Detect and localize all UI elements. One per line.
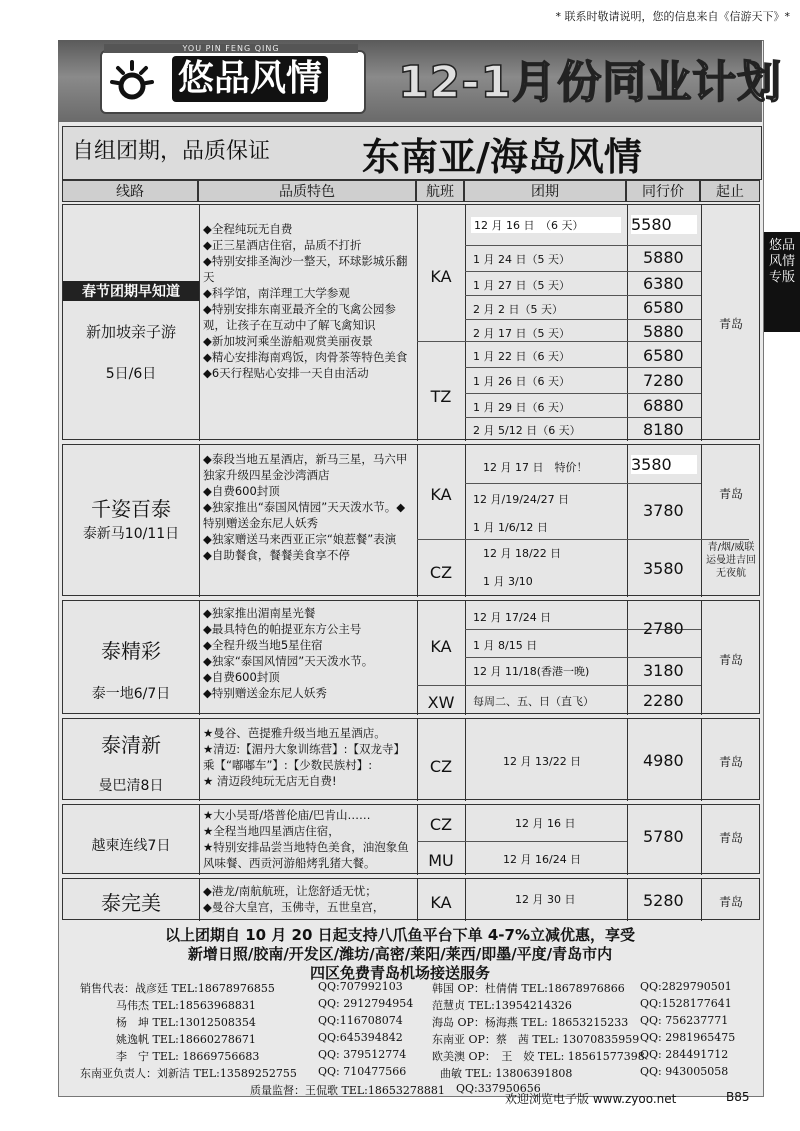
col-route: 线路 [62, 180, 198, 202]
route-days: 曼巴清8日 [98, 778, 164, 794]
price: 3580 [643, 559, 684, 578]
flight: CZ [429, 563, 453, 582]
col-price: 同行价 [626, 180, 700, 202]
route-name: 泰精彩 [101, 639, 161, 663]
city: 青岛 [718, 895, 743, 909]
city: 青岛 [718, 487, 743, 501]
bottom-bar: 欢迎浏览电子版 www.zyoo.net [505, 1092, 677, 1106]
city: 青岛 [718, 831, 743, 845]
price: 5580 [631, 215, 697, 234]
price: 3580 [631, 455, 697, 474]
city: 青岛 [718, 755, 743, 769]
col-dates: 团期 [464, 180, 626, 202]
route-days: 泰新马10/11日 [82, 526, 180, 542]
price: 7280 [643, 371, 684, 390]
flight: KA [430, 267, 452, 286]
price: 2280 [643, 691, 684, 710]
side-tab: 悠品风情专版 [764, 232, 800, 332]
date: 2 月 17 日（5 天） [473, 327, 570, 340]
city: 青岛 [718, 317, 743, 331]
date: 12 月 17/24 日 [473, 611, 552, 624]
price: 5880 [643, 322, 684, 341]
date: 1 月 29 日（6 天） [473, 401, 570, 414]
route-name: 越柬连线7日 [91, 838, 171, 854]
contact-cell: 姚逸帆 TEL:18660278671 [116, 1033, 256, 1046]
contact-cell: QQ:116708074 [318, 1014, 403, 1027]
flight: KA [430, 637, 452, 656]
contact-cell: QQ:337950656 [456, 1082, 541, 1095]
date: 1 月 26 日（6 天） [473, 375, 570, 388]
price: 5880 [643, 248, 684, 267]
features: ★大小吴哥/塔普伦庙/巴肯山…… ★全程当地四星酒店住宿， ★特别安排品尝当地特色美食，油泡象鱼风味餐、西贡河游船烤乳猪大餐。 [203, 808, 409, 870]
route-days: 泰一地6/7日 [91, 686, 171, 702]
features: ◆泰段当地五星酒店，新马三星，马六甲独家升级四星金沙湾酒店 ◆自费600封顶 ◆独家推出“泰国风情园”天天泼水节。◆特别赠送金东尼人妖秀 ◆独家赠送马来西亚正宗“娘惹餐”表演 ◆自助餐食，餐餐美食享不停 [203, 452, 408, 562]
date: 1 月 22 日（6 天） [473, 350, 570, 363]
contact-cell: 杨 坤 TEL:13012508354 [116, 1016, 256, 1029]
slogan: 自组团期，品质保证 [72, 139, 271, 164]
sun-logo-icon [110, 58, 158, 104]
route-name: 泰完美 [101, 891, 161, 915]
contact-cell: 东南亚负责人：刘新洁 TEL:13589252755 [80, 1067, 297, 1080]
contact-cell: 曲敏 TEL: 13806391808 [440, 1067, 573, 1080]
contact-cell: 韩国 OP：杜倩倩 TEL:18678976866 [432, 982, 625, 995]
price: 6580 [643, 346, 684, 365]
price: 5280 [643, 891, 684, 910]
footer-line-1: 以上团期自 10 月 20 日起支持八爪鱼平台下单 4-7%立减优惠，享受 [165, 926, 635, 944]
date: 12 月 16 日 [515, 817, 576, 830]
date: 1 月 27 日（5 天） [473, 279, 570, 292]
features: ◆港龙/南航航班，让您舒适无忧； ◆曼谷大皇宫，玉佛寺，五世皇宫， [203, 884, 385, 914]
footer-line-2: 新增日照/胶南/开发区/潍坊/高密/莱阳/莱西/即墨/平度/青岛市内 [187, 945, 613, 963]
date: 12 月 30 日 [515, 893, 576, 906]
route-tag: 春节团期早知道 [63, 281, 199, 301]
contact-cell: 质量监督：王侃歌 TEL:18653278881 [250, 1084, 445, 1097]
date: 2 月 5/12 日（6 天） [473, 424, 581, 437]
tour-block-thailand [62, 600, 760, 714]
flight: KA [430, 893, 452, 912]
price: 8180 [643, 420, 684, 439]
contact-cell: 海岛 OP：杨海燕 TEL: 18653215233 [432, 1016, 629, 1029]
features: ★曼谷、芭提雅升级当地五星酒店。 ★清迈:【湄丹大象训练营】:【双龙寺】乘【“嘟嘟车”】:【少数民族村】: ★ 清迈段纯玩无店无自费! [203, 726, 406, 788]
route-name: 泰清新 [101, 733, 161, 757]
date: 1 月 24 日（5 天） [473, 253, 570, 266]
top-note: * 联系时敬请说明，您的信息来自《信游天下》* [555, 10, 790, 23]
route-name: 千姿百泰 [91, 497, 171, 521]
contact-cell: QQ: 284491712 [640, 1048, 729, 1061]
flight: CZ [429, 815, 453, 834]
date: 12 月 11/18(香港一晚) [473, 665, 590, 678]
city-note: 青/烟/威联运曼进吉回无夜航 [706, 542, 756, 579]
contact-cell: QQ:645394842 [318, 1031, 403, 1044]
footer-line-3: 四区免费青岛机场接送服务 [309, 964, 490, 982]
contact-cell: 东南亚 OP：蔡 茜 TEL: 13070835959 [432, 1033, 640, 1046]
contact-cell: 马伟杰 TEL:18563968831 [116, 999, 256, 1012]
contact-cell: QQ: 379512774 [318, 1048, 407, 1061]
date: 12 月 16/24 日 [503, 853, 582, 866]
date: 1 月 8/15 日 [473, 639, 538, 652]
date: 12 月 13/22 日 [503, 755, 582, 768]
route-name: 新加坡亲子游 [85, 323, 176, 341]
flight: CZ [429, 757, 453, 776]
date: 每周二、五、日（直飞） [473, 695, 594, 708]
flight: TZ [430, 387, 452, 406]
contact-cell: QQ: 2981965475 [640, 1031, 736, 1044]
price: 5780 [643, 827, 684, 846]
contact-cell: QQ:707992103 [318, 980, 403, 993]
price: 6580 [643, 298, 684, 317]
city: 青岛 [718, 653, 743, 667]
contact-cell: QQ:1528177641 [640, 997, 732, 1010]
flight: XW [427, 693, 455, 712]
contact-cell: QQ: 756237771 [640, 1014, 729, 1027]
contact-cell: 范慧贞 TEL:13954214326 [432, 999, 572, 1012]
contact-cell: QQ:2829790501 [640, 980, 732, 993]
price: 6880 [643, 396, 684, 415]
logo-text: 悠品风情 [172, 56, 328, 102]
tour-block-chiangmai [62, 718, 760, 800]
page-number: B85 [726, 1090, 750, 1104]
price: 2780 [643, 619, 684, 638]
date: 12 月/19/24/27 日 [473, 493, 570, 506]
tour-block-vietnam-cambodia [62, 804, 760, 874]
price: 3180 [643, 661, 684, 680]
date: 2 月 2 日（5 天） [473, 303, 563, 316]
date: 12 月 18/22 日 [483, 547, 562, 560]
col-city: 起止 [700, 180, 760, 202]
tour-block-thai-sg-my [62, 444, 760, 596]
main-title: 12-1月份同业计划 [398, 57, 783, 108]
date: 12 月 16 日 （6 天） [471, 217, 621, 233]
col-flight: 航班 [416, 180, 464, 202]
contact-cell: 销售代表：战彦廷 TEL:18678976855 [80, 982, 275, 995]
logo-subtitle: YOU PIN FENG QING [104, 44, 358, 53]
col-features: 品质特色 [198, 180, 416, 202]
contact-cell: 李 宁 TEL: 18669756683 [116, 1050, 260, 1063]
contact-cell: QQ: 2912794954 [318, 997, 414, 1010]
price: 3780 [643, 501, 684, 520]
date: 12 月 17 日 特价！ [483, 461, 588, 474]
region-title: 东南亚/海岛风情 [362, 135, 642, 179]
features: ◆独家推出湄南星光餐 ◆最具特色的帕提亚东方公主号 ◆全程升级当地5星住宿 ◆独家“泰国风情园”天天泼水节。 ◆自费600封顶 ◆特别赠送金东尼人妖秀 [203, 606, 374, 700]
contact-cell: QQ: 710477566 [318, 1065, 407, 1078]
date: 1 月 1/6/12 日 [473, 521, 548, 534]
tour-block-thai-perfect [62, 878, 760, 920]
route-days: 5日/6日 [105, 366, 157, 382]
date: 1 月 3/10 [483, 575, 533, 588]
price: 6380 [643, 274, 684, 293]
price: 4980 [643, 751, 684, 770]
contact-cell: 欧美澳 OP： 王 姣 TEL: 18561577398 [432, 1050, 645, 1063]
features: ◆全程纯玩无自费 ◆正三星酒店住宿，品质不打折 ◆特别安排圣淘沙一整天，环球影城乐翻天 ◆科学馆，南洋理工大学参观 ◆特别安排东南亚最齐全的飞禽公园参观，让孩子在互动中了解飞禽知识 ◆新加坡河乘坐游船观赏美丽夜景 ◆精心安排海南鸡饭，肉骨茶等特色美食 ◆6天行程贴心安排一天自由活动 [203, 222, 408, 380]
contact-cell: QQ: 943005058 [640, 1065, 729, 1078]
tour-block-singapore [62, 204, 760, 440]
flight: MU [428, 851, 454, 870]
flight: KA [430, 485, 452, 504]
